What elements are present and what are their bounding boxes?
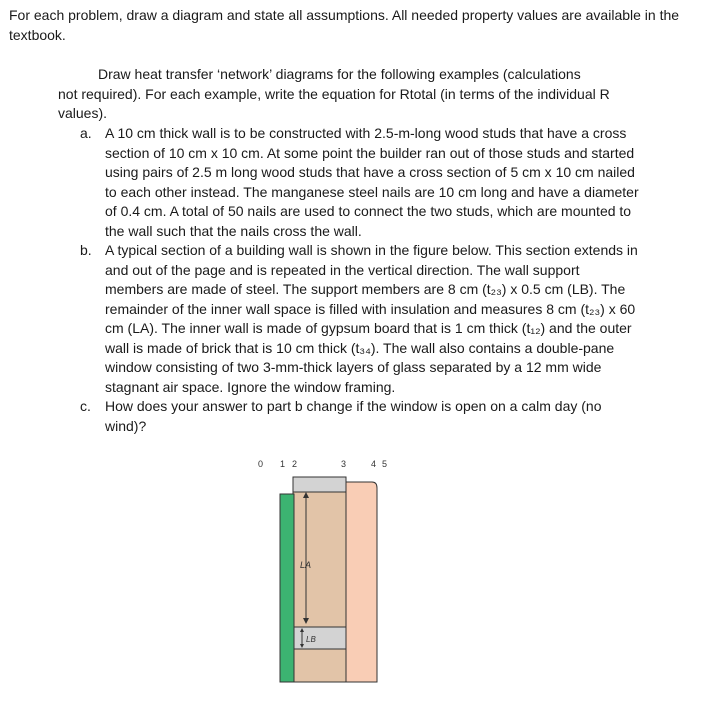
steel-member-top bbox=[293, 477, 346, 492]
list-item bbox=[80, 397, 640, 436]
brick-wall bbox=[346, 482, 377, 682]
lead-paragraph bbox=[58, 65, 658, 124]
list-item bbox=[80, 124, 640, 241]
wall-section-figure bbox=[240, 452, 440, 702]
item-marker: a. bbox=[80, 125, 92, 141]
gypsum-board bbox=[280, 494, 294, 682]
tick-label-1: 1 bbox=[280, 459, 286, 469]
item-text: How does your answer to part b change if the window is open on a calm day (no wind)? bbox=[105, 398, 602, 434]
tick-label-2: 2 bbox=[292, 459, 298, 469]
la-label: LA bbox=[300, 560, 312, 570]
intro-paragraph: For each problem, draw a diagram and state all assumptions. All needed property values are available in the textbook. bbox=[9, 7, 680, 43]
tick-label-0: 0 bbox=[258, 459, 264, 469]
item-text: A typical section of a building wall is shown in the figure below. This section extends in and out of the page and is repeated in the vertical direction. The wall support members are made of steel. The support members are 8 cm (t₂₃) x 0.5 cm (LB). The remainder of the inner wall space is filled with insulation and measures 8 cm (t₂₃) x 60 cm (LA). The inner wall is made of gypsum board that is 1 cm thick (t₁₂) and the outer wall is made of brick that is 10 cm thick (t₃₄). The wall also contains a double-pane window consisting of two 3-mm-thick layers of glass separated by a 12 mm wide stagnant air space. Ignore the window framing. bbox=[105, 242, 638, 395]
wall-diagram bbox=[240, 452, 440, 702]
list-item bbox=[80, 241, 640, 397]
lb-label: LB bbox=[306, 635, 316, 644]
lead-rest: not required). For each example, write the equation for Rtotal (in terms of the individual R values). bbox=[58, 85, 610, 121]
item-text: A 10 cm thick wall is to be constructed with 2.5-m-long wood studs that have a cross section of 10 cm x 10 cm. At some point the builder ran out of those studs and started using pairs of 2.5 m long wood studs that have a cross section of 5 cm x 10 cm nailed to each other instead. The manganese steel nails are 10 cm long and have a diameter of 0.4 cm. A total of 50 nails are used to connect the two studs, which are mounted to the wall such that the nails cross the wall. bbox=[105, 125, 639, 239]
item-marker: c. bbox=[80, 398, 91, 414]
item-marker: b. bbox=[80, 242, 92, 258]
tick-label-3: 3 bbox=[341, 459, 347, 469]
tick-label-5: 5 bbox=[382, 459, 388, 469]
lead-first-line: Draw heat transfer ‘network’ diagrams for the following examples (calculations bbox=[98, 66, 581, 82]
tick-label-4: 4 bbox=[371, 459, 377, 469]
problem-list bbox=[80, 124, 640, 436]
insulation-layer bbox=[293, 487, 346, 682]
